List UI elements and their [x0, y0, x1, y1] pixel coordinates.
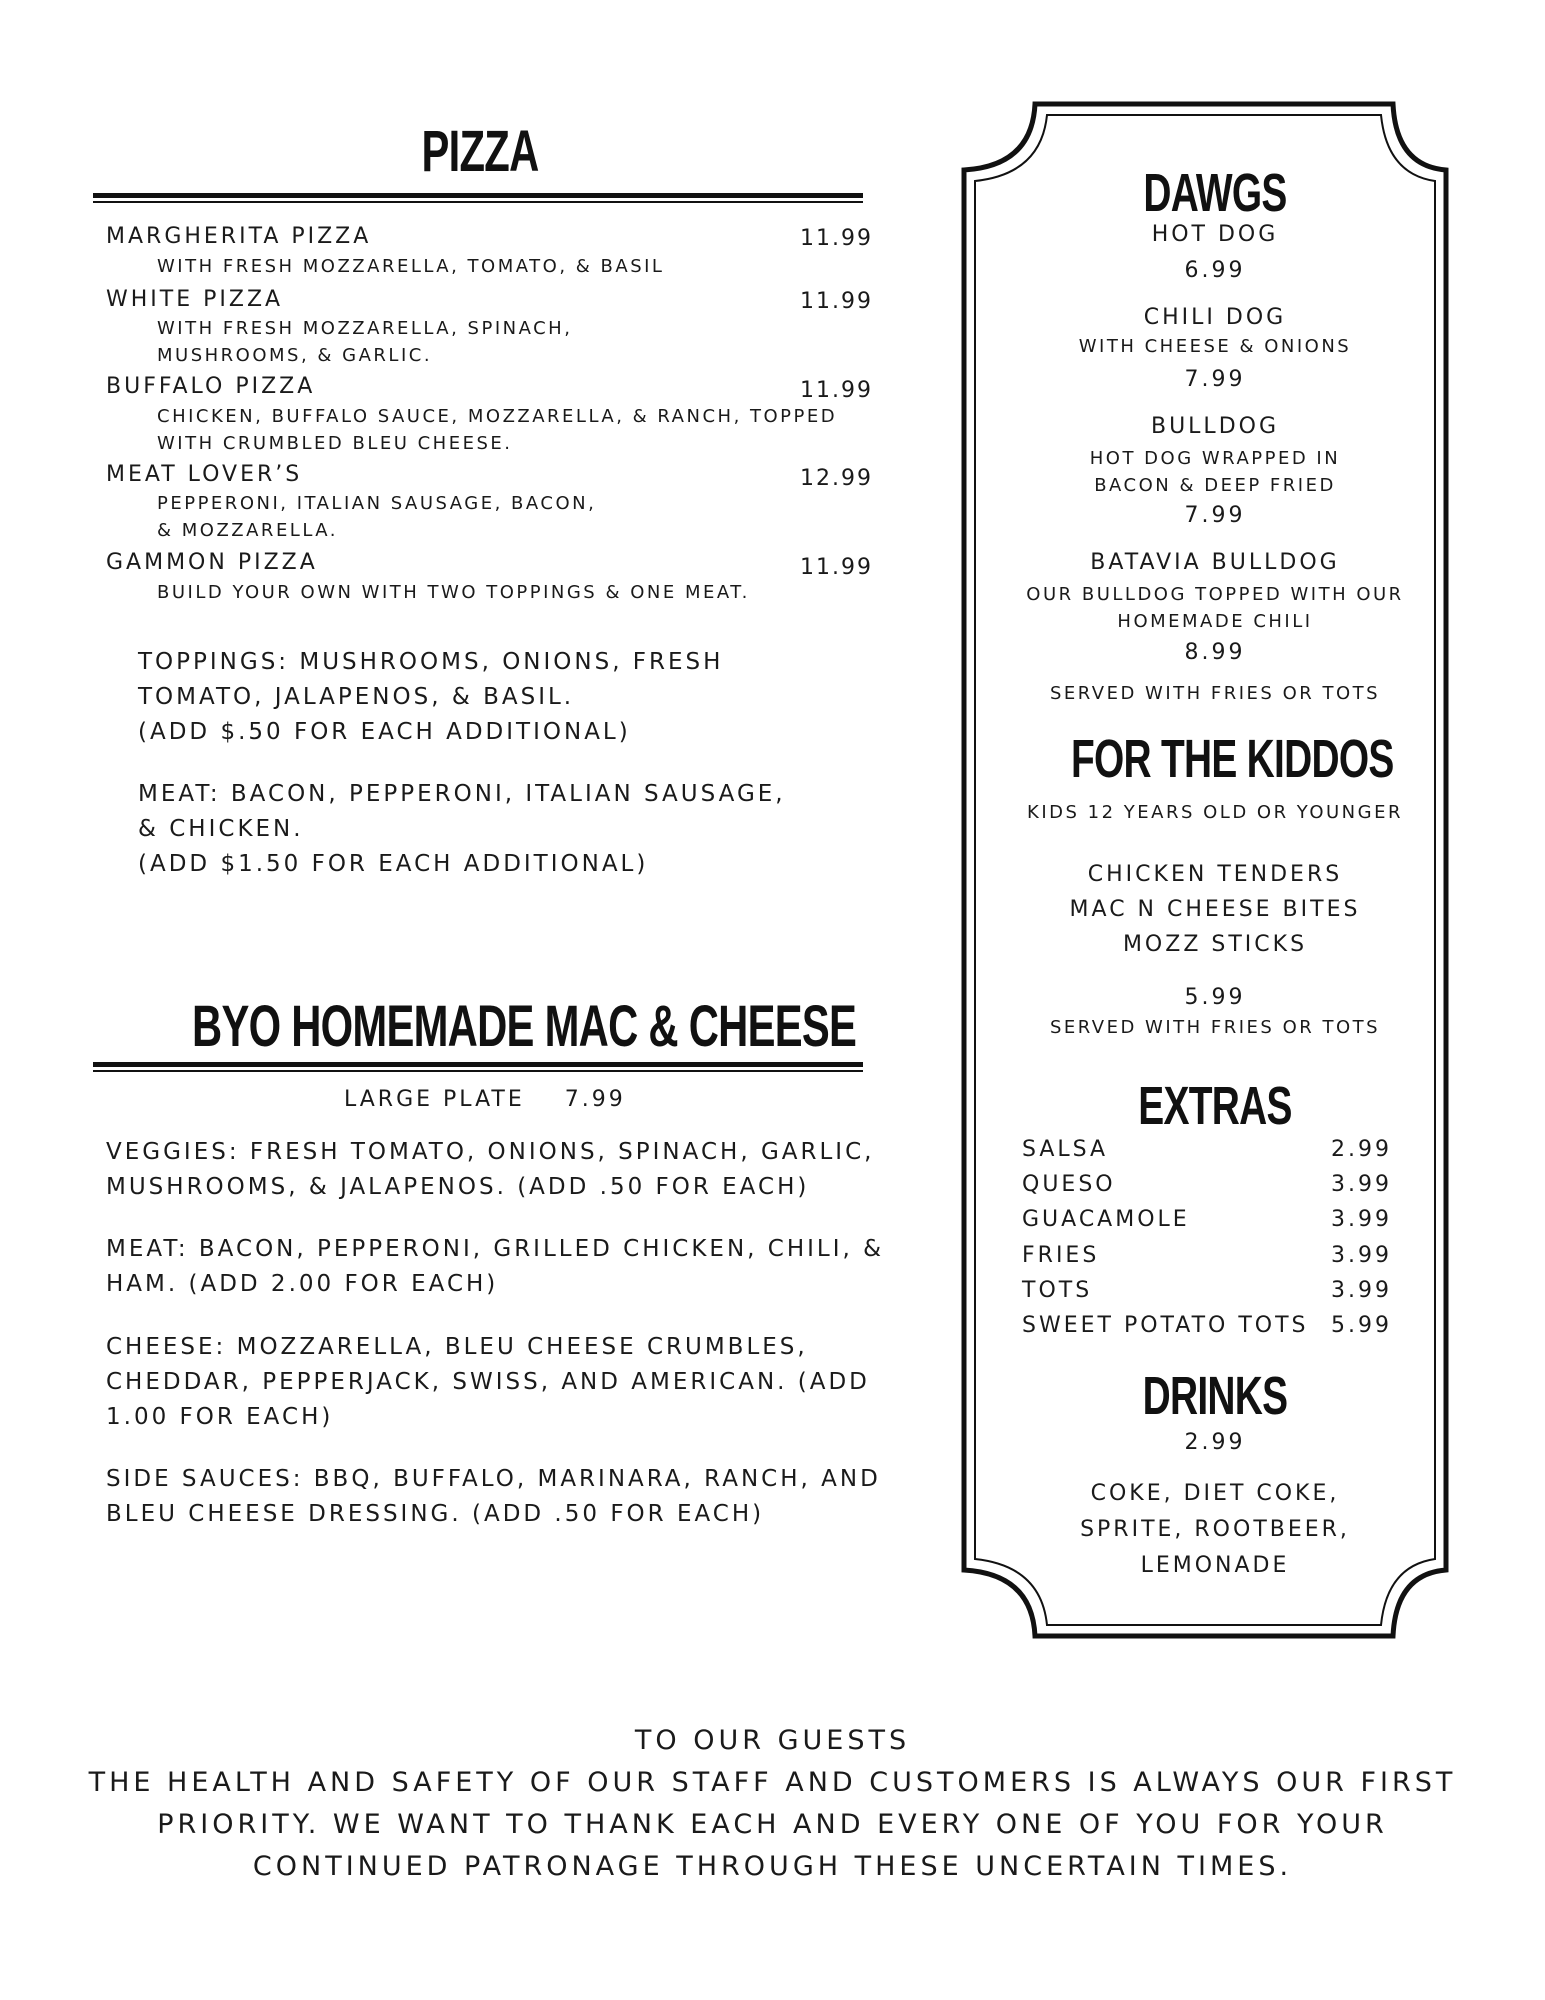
toppings-line: TOPPINGS: MUSHROOMS, ONIONS, FRESH	[138, 649, 724, 675]
pizza-item-price: 11.99	[800, 555, 873, 580]
pizza-item-desc-line: PEPPERONI, ITALIAN SAUSAGE, BACON,	[157, 493, 597, 514]
extra-name: GUACAMOLE	[1022, 1207, 1190, 1232]
pizza-title: PIZZA	[421, 119, 539, 184]
dawg-item-price: 8.99	[1184, 640, 1246, 665]
kids-items	[1015, 857, 1415, 962]
extra-price: 3.99	[1331, 1243, 1392, 1268]
dawg-item-price: 7.99	[1184, 367, 1246, 392]
mac-meat	[106, 1232, 884, 1302]
meat-line: & CHICKEN.	[138, 816, 304, 842]
kids-item: CHICKEN TENDERS	[1087, 862, 1343, 887]
sauces-line: BLEU CHEESE DRESSING. (ADD .50 FOR EACH)	[106, 1501, 765, 1527]
pizza-item-desc	[106, 403, 837, 457]
pizza-meat	[138, 777, 786, 882]
extra-price: 3.99	[1331, 1207, 1392, 1232]
dawg-item-desc: WITH CHEESE & ONIONS	[1078, 336, 1352, 357]
dawg-item-name: CHILI DOG	[1143, 305, 1287, 330]
extra-name: SALSA	[1022, 1137, 1109, 1162]
pizza-item-name: MARGHERITA PIZZA	[106, 224, 372, 249]
pizza-item-desc-line: WITH FRESH MOZZARELLA, TOMATO, & BASIL	[157, 256, 665, 277]
dawgs-note: SERVED WITH FRIES OR TOTS	[1049, 683, 1381, 704]
cheese-line: CHEDDAR, PEPPERJACK, SWISS, AND AMERICAN. (ADD	[106, 1369, 870, 1395]
extra-price: 2.99	[1331, 1137, 1392, 1162]
dawg-item-desc-line: BACON & DEEP FRIED	[1094, 475, 1336, 496]
meat-line: MEAT: BACON, PEPPERONI, GRILLED CHICKEN, CHILI, &	[106, 1236, 885, 1262]
pizza-item-price: 11.99	[800, 378, 873, 403]
toppings-line: (ADD $.50 FOR EACH ADDITIONAL)	[138, 719, 631, 745]
pizza-item-desc	[106, 253, 664, 280]
kids-price: 5.99	[1184, 985, 1246, 1010]
meat-line: (ADD $1.50 FOR EACH ADDITIONAL)	[138, 851, 649, 877]
dawg-item-name: BULLDOG	[1150, 414, 1279, 439]
dawg-item-price: 7.99	[1184, 503, 1246, 528]
guest-message-line: THE HEALTH AND SAFETY OF OUR STAFF AND CUSTOMERS IS ALWAYS OUR FIRST	[88, 1767, 1457, 1798]
dawg-item-desc-line: HOMEMADE CHILI	[1117, 611, 1313, 632]
pizza-item-desc-line: & MOZZARELLA.	[157, 520, 338, 541]
meat-line: MEAT: BACON, PEPPERONI, ITALIAN SAUSAGE,	[138, 781, 786, 807]
pizza-item-name: GAMMON PIZZA	[106, 550, 318, 575]
pizza-item-name: WHITE PIZZA	[106, 287, 284, 312]
dawg-item-name: BATAVIA BULLDOG	[1090, 550, 1340, 575]
kids-subtitle: KIDS 12 YEARS OLD OR YOUNGER	[1027, 802, 1403, 823]
pizza-item-desc-line: MUSHROOMS, & GARLIC.	[157, 345, 433, 366]
guest-message-heading: TO OUR GUESTS	[634, 1725, 911, 1756]
veggies-line: VEGGIES: FRESH TOMATO, ONIONS, SPINACH, GARLIC,	[106, 1139, 875, 1165]
pizza-item-desc-line: CHICKEN, BUFFALO SAUCE, MOZZARELLA, & RANCH, TOPPED	[157, 406, 838, 427]
drinks-items	[1015, 1476, 1415, 1584]
pizza-item-desc	[106, 315, 572, 369]
pizza-item-desc	[106, 490, 596, 544]
kids-item: MAC N CHEESE BITES	[1069, 897, 1361, 922]
toppings-line: TOMATO, JALAPENOS, & BASIL.	[138, 684, 575, 710]
extra-price: 5.99	[1331, 1313, 1392, 1338]
pizza-item-name: MEAT LOVER’S	[106, 462, 303, 487]
dawg-item-desc	[1015, 581, 1415, 635]
pizza-item-price: 11.99	[800, 226, 873, 251]
extras-row	[1022, 1313, 1392, 1338]
kids-title: FOR THE KIDDOS	[1071, 729, 1394, 789]
drinks-title: DRINKS	[1142, 1366, 1288, 1426]
pizza-item-price: 12.99	[800, 466, 873, 491]
extras-row	[1022, 1278, 1392, 1303]
extras-row	[1022, 1243, 1392, 1268]
meat-line: HAM. (ADD 2.00 FOR EACH)	[106, 1271, 499, 1297]
extras-row	[1022, 1172, 1392, 1197]
dawg-item-price: 6.99	[1184, 258, 1246, 283]
extras-row	[1022, 1137, 1392, 1162]
pizza-item-desc-line: WITH FRESH MOZZARELLA, SPINACH,	[157, 318, 573, 339]
dawg-item-name: HOT DOG	[1151, 222, 1279, 247]
pizza-item-desc	[106, 579, 750, 606]
dawgs-title: DAWGS	[1143, 163, 1287, 223]
extra-name: SWEET POTATO TOTS	[1022, 1313, 1309, 1338]
extra-price: 3.99	[1331, 1172, 1392, 1197]
extra-name: QUESO	[1022, 1172, 1116, 1197]
mac-title: BYO HOMEMADE MAC & CHEESE	[192, 994, 857, 1059]
mac-veggies	[106, 1135, 874, 1205]
extras-title: EXTRAS	[1138, 1076, 1292, 1136]
mac-cheese	[106, 1330, 870, 1435]
dawg-item-desc	[1015, 445, 1415, 499]
mac-sauces	[106, 1462, 881, 1532]
kids-item: MOZZ STICKS	[1122, 932, 1308, 957]
drinks-line: LEMONADE	[1140, 1553, 1290, 1578]
dawg-item-desc-line: HOT DOG WRAPPED IN	[1089, 448, 1341, 469]
kids-note: SERVED WITH FRIES OR TOTS	[1049, 1017, 1381, 1038]
extras-row	[1022, 1207, 1392, 1232]
drinks-price: 2.99	[1184, 1430, 1246, 1455]
mac-plate-price: LARGE PLATE 7.99	[344, 1087, 626, 1112]
guest-message	[0, 1720, 1545, 1888]
drinks-line: SPRITE, ROOTBEER,	[1080, 1517, 1350, 1542]
pizza-item-desc-line: BUILD YOUR OWN WITH TWO TOPPINGS & ONE MEAT.	[157, 582, 750, 603]
dawg-item-desc-line: OUR BULLDOG TOPPED WITH OUR	[1026, 584, 1404, 605]
sauces-line: SIDE SAUCES: BBQ, BUFFALO, MARINARA, RANCH, AND	[106, 1466, 881, 1492]
cheese-line: CHEESE: MOZZARELLA, BLEU CHEESE CRUMBLES,	[106, 1334, 808, 1360]
guest-message-line: CONTINUED PATRONAGE THROUGH THESE UNCERTAIN TIMES.	[252, 1851, 1293, 1882]
extra-name: TOTS	[1022, 1278, 1093, 1303]
extra-price: 3.99	[1331, 1278, 1392, 1303]
pizza-toppings	[138, 645, 723, 750]
pizza-item-desc-line: WITH CRUMBLED BLEU CHEESE.	[157, 433, 513, 454]
cheese-line: 1.00 FOR EACH)	[106, 1404, 334, 1430]
pizza-item-name: BUFFALO PIZZA	[106, 374, 316, 399]
pizza-rule	[93, 193, 863, 203]
drinks-line: COKE, DIET COKE,	[1090, 1481, 1340, 1506]
extra-name: FRIES	[1022, 1243, 1100, 1268]
guest-message-line: PRIORITY. WE WANT TO THANK EACH AND EVERY ONE OF YOU FOR YOUR	[157, 1809, 1388, 1840]
pizza-item-price: 11.99	[800, 289, 873, 314]
veggies-line: MUSHROOMS, & JALAPENOS. (ADD .50 FOR EACH)	[106, 1174, 810, 1200]
mac-rule	[93, 1062, 863, 1072]
